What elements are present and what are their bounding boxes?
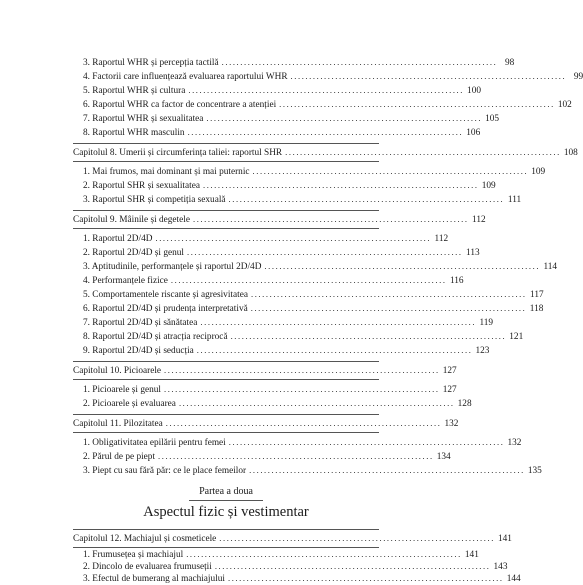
toc-entry[interactable] xyxy=(73,179,496,191)
divider xyxy=(73,228,379,229)
toc-entry-label: 1. Picioarele și genul xyxy=(83,385,161,395)
toc-chapter[interactable] xyxy=(73,417,459,429)
toc-entry-label: 3. Raportul WHR și percepția tactilă xyxy=(83,58,219,68)
toc-entry-label: 3. Raportul SHR și competiția sexuală xyxy=(83,195,226,205)
divider xyxy=(73,361,379,362)
toc-entry-page: 113 xyxy=(466,248,480,258)
leader-dots: .......................................................................... xyxy=(163,384,440,394)
leader-dots: .......................................................................... xyxy=(155,233,432,243)
toc-chapter-label: Capitolul 9. Mâinile și degetele xyxy=(73,215,190,225)
leader-dots: .......................................................................... xyxy=(158,451,434,461)
toc-entry[interactable] xyxy=(73,98,572,110)
toc-entry-label: 1. Frumusețea și machiajul xyxy=(83,550,184,560)
leader-dots: .......................................................................... xyxy=(252,166,529,176)
toc-chapter-page: 112 xyxy=(472,215,486,225)
toc-entry[interactable] xyxy=(73,56,515,68)
leader-dots: .......................................................................... xyxy=(227,573,504,583)
leader-dots: .......................................................................... xyxy=(165,418,442,428)
divider xyxy=(73,432,379,433)
leader-dots: .......................................................................... xyxy=(196,345,473,355)
leader-dots: .......................................................................... xyxy=(228,194,505,204)
toc-entry-label: 1. Obligativitatea epilării pentru femei xyxy=(83,438,226,448)
divider xyxy=(73,210,379,211)
toc-entry-label: 2. Dincolo de evaluarea frumuseții xyxy=(83,562,212,572)
toc-entry[interactable] xyxy=(73,344,490,356)
toc-entry-page: 117 xyxy=(530,290,544,300)
toc-entry[interactable] xyxy=(73,232,449,244)
toc-entry-page: 99 xyxy=(573,72,583,82)
toc-entry[interactable] xyxy=(73,383,457,395)
toc-entry[interactable] xyxy=(73,316,494,328)
leader-dots: .......................................................................... xyxy=(214,561,491,571)
toc-chapter-label: Capitolul 11. Pilozitatea xyxy=(73,419,163,429)
toc-entry-page: 106 xyxy=(466,128,481,138)
toc-chapter-label: Capitolul 8. Umerii și circumferința taliei: raportul SHR xyxy=(73,148,283,158)
toc-chapter[interactable] xyxy=(73,213,486,225)
toc-entry-page: 116 xyxy=(449,276,464,286)
leader-dots: .......................................................................... xyxy=(186,247,463,257)
leader-dots: .......................................................................... xyxy=(164,365,440,375)
leader-dots: .......................................................................... xyxy=(187,127,464,137)
toc-entry[interactable] xyxy=(73,165,546,177)
toc-entry[interactable] xyxy=(73,288,544,300)
leader-dots: .......................................................................... xyxy=(186,549,462,559)
toc-entry-label: 6. Raportul WHR ca factor de concentrare a atenției xyxy=(83,100,277,110)
toc-entry-page: 118 xyxy=(529,304,544,314)
leader-dots: .......................................................................... xyxy=(279,99,555,109)
toc-entry[interactable] xyxy=(73,450,451,462)
leader-dots: .......................................................................... xyxy=(202,180,479,190)
toc-entry-label: 1. Mai frumos, mai dominant și mai puternic xyxy=(83,167,250,177)
toc-entry-page: 109 xyxy=(531,167,546,177)
toc-entry-page: 100 xyxy=(467,86,481,96)
toc-entry[interactable] xyxy=(73,70,583,82)
toc-entry-page: 132 xyxy=(507,438,522,448)
toc-entry[interactable] xyxy=(73,260,558,272)
toc-entry-page: 128 xyxy=(457,399,472,409)
divider xyxy=(73,379,379,380)
toc-entry-page: 112 xyxy=(434,234,449,244)
toc-chapter-label: Capitolul 10. Picioarele xyxy=(73,366,162,376)
toc-entry-page: 119 xyxy=(479,318,494,328)
toc-entry-page: 105 xyxy=(485,114,500,124)
divider xyxy=(73,529,379,530)
toc-entry-page: 127 xyxy=(442,385,457,395)
part-label: Partea a doua xyxy=(199,486,253,497)
leader-dots: .......................................................................... xyxy=(264,261,541,271)
leader-dots: .......................................................................... xyxy=(228,437,505,447)
toc-chapter-label: Capitolul 12. Machiajul și cosmeticele xyxy=(73,534,217,544)
divider xyxy=(73,414,379,415)
toc-entry[interactable] xyxy=(73,126,481,138)
leader-dots: .......................................................................... xyxy=(230,331,507,341)
toc-entry-page: 143 xyxy=(493,562,508,572)
leader-dots: .......................................................................... xyxy=(200,317,477,327)
toc-entry-label: 3. Piept cu sau fără păr: ce le place femeilor xyxy=(83,466,247,476)
toc-chapter-page: 141 xyxy=(498,534,512,544)
leader-dots: .......................................................................... xyxy=(170,275,447,285)
toc-entry[interactable] xyxy=(73,84,481,96)
toc-entry[interactable] xyxy=(73,302,544,314)
toc-entry-label: 7. Raportul WHR și sexualitatea xyxy=(83,114,204,124)
toc-entry-page: 144 xyxy=(506,574,521,584)
toc-entry[interactable] xyxy=(73,330,524,342)
leader-dots: .......................................................................... xyxy=(221,57,498,67)
toc-entry-page: 135 xyxy=(527,466,542,476)
divider xyxy=(73,143,379,144)
toc-entry-label: 6. Raportul 2D/4D și prudența interpretativă xyxy=(83,304,248,314)
leader-dots: .......................................................................... xyxy=(192,214,469,224)
toc-entry[interactable] xyxy=(73,464,542,476)
toc-entry-label: 2. Raportul SHR și sexualitatea xyxy=(83,181,200,191)
toc-entry-page: 98 xyxy=(505,58,515,68)
leader-dots: .......................................................................... xyxy=(206,113,483,123)
toc-entry-label: 2. Părul de pe piept xyxy=(83,452,156,462)
toc-entry[interactable] xyxy=(73,246,480,258)
leader-dots: .......................................................................... xyxy=(250,303,527,313)
toc-entry-page: 111 xyxy=(507,195,522,205)
toc-entry[interactable] xyxy=(73,436,522,448)
toc-entry[interactable] xyxy=(73,112,500,124)
toc-entry-label: 8. Raportul WHR masculin xyxy=(83,128,185,138)
part-divider xyxy=(189,500,263,501)
toc-entry-page: 123 xyxy=(475,346,490,356)
toc-entry[interactable] xyxy=(73,560,508,572)
toc-entry-page: 121 xyxy=(509,332,524,342)
toc-entry-label: 3. Aptitudinile, performanțele și raportul 2D/4D xyxy=(83,262,262,272)
toc-entry[interactable] xyxy=(73,397,472,409)
toc-chapter[interactable] xyxy=(73,532,512,544)
toc-entry-label: 3. Efectul de bumerang al machiajului xyxy=(83,574,225,584)
toc-entry-label: 7. Raportul 2D/4D și sănătatea xyxy=(83,318,198,328)
toc-chapter-page: 132 xyxy=(444,419,459,429)
leader-dots: .......................................................................... xyxy=(250,289,527,299)
toc-entry-label: 5. Raportul WHR și cultura xyxy=(83,86,186,96)
toc-entry-label: 9. Raportul 2D/4D și seducția xyxy=(83,346,194,356)
toc-entry-label: 1. Raportul 2D/4D xyxy=(83,234,153,244)
toc-entry-label: 4. Performanțele fizice xyxy=(83,276,168,286)
toc-entry-label: 5. Comportamentele riscante și agresivitatea xyxy=(83,290,248,300)
toc-entry-page: 134 xyxy=(436,452,451,462)
toc-entry-label: 2. Raportul 2D/4D și genul xyxy=(83,248,184,258)
toc-entry[interactable] xyxy=(73,548,479,560)
toc-entry[interactable] xyxy=(73,193,522,205)
toc-chapter[interactable] xyxy=(73,146,578,158)
leader-dots: .......................................................................... xyxy=(188,85,464,95)
toc-entry[interactable] xyxy=(73,572,521,584)
leader-dots: .......................................................................... xyxy=(249,465,525,475)
toc-entry[interactable] xyxy=(73,274,464,286)
toc-chapter-page: 108 xyxy=(563,148,578,158)
toc-entry-page: 109 xyxy=(481,181,496,191)
toc-entry-page: 114 xyxy=(543,262,558,272)
toc-entry-page: 102 xyxy=(557,100,572,110)
toc-entry-label: 2. Picioarele și evaluarea xyxy=(83,399,176,409)
leader-dots: .......................................................................... xyxy=(219,533,495,543)
leader-dots: .......................................................................... xyxy=(285,147,561,157)
toc-entry-label: 4. Factorii care influențează evaluarea raportului WHR xyxy=(83,72,288,82)
leader-dots: .......................................................................... xyxy=(290,71,567,81)
divider xyxy=(73,161,379,162)
toc-entry-label: 8. Raportul 2D/4D și atracția reciprocă xyxy=(83,332,228,342)
toc-chapter-page: 127 xyxy=(442,366,457,376)
leader-dots: .......................................................................... xyxy=(178,398,455,408)
toc-chapter[interactable] xyxy=(73,364,457,376)
part-title: Aspectul fizic și vestimentar xyxy=(143,504,309,520)
toc-entry-page: 141 xyxy=(464,550,479,560)
